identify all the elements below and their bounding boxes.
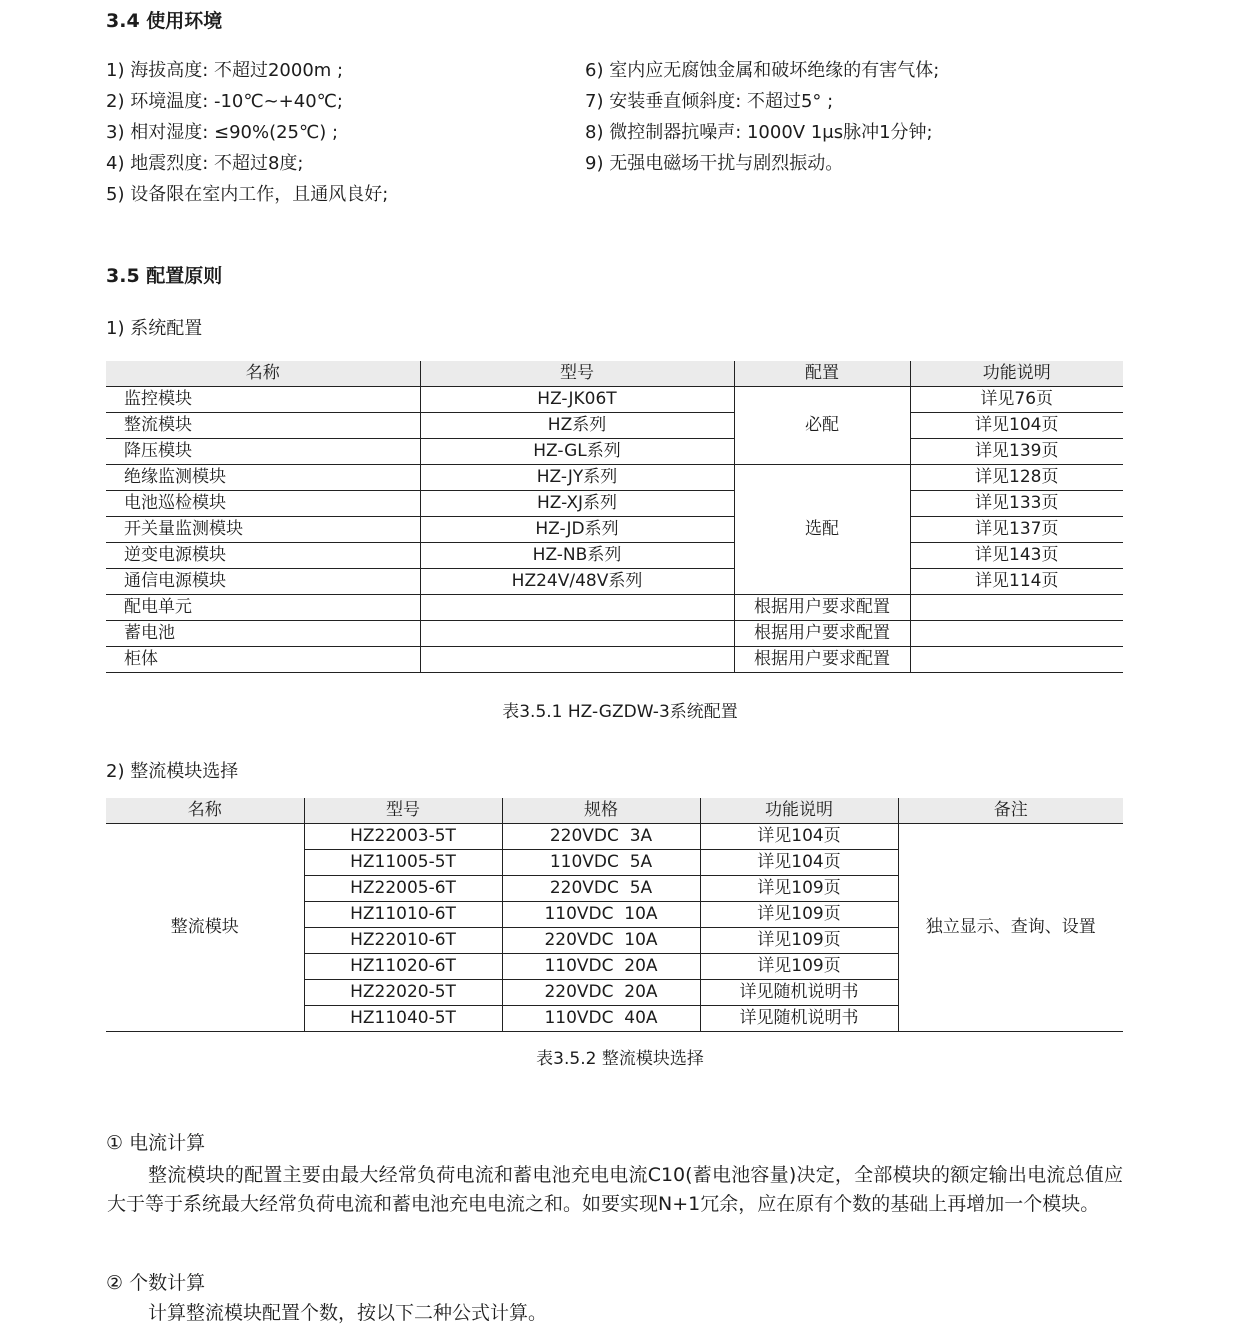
cell-func: 详见109页 — [700, 876, 898, 902]
cell-model — [420, 621, 734, 647]
cell-name: 电池巡检模块 — [106, 491, 420, 517]
cell-func: 详见137页 — [910, 517, 1123, 543]
cell-model — [420, 647, 734, 673]
env-item-5: 5) 设备限在室内工作，且通风良好; — [106, 184, 389, 205]
table-row — [106, 543, 1123, 569]
cell-model: HZ22003-5T — [304, 824, 502, 850]
system-config-table — [106, 361, 1123, 673]
table-row — [106, 621, 1123, 647]
table-caption-2: 表3.5.2 整流模块选择 — [536, 1049, 704, 1069]
cell-func: 详见104页 — [700, 850, 898, 876]
table-row — [106, 491, 1123, 517]
table-row — [106, 517, 1123, 543]
cell-func: 详见139页 — [910, 439, 1123, 465]
cell-spec: 220VDC 3A — [502, 824, 700, 850]
env-item-1: 1) 海拔高度: 不超过2000m ; — [106, 60, 344, 81]
cell-func: 详见随机说明书 — [700, 980, 898, 1006]
cell-spec: 110VDC 40A — [502, 1006, 700, 1032]
cell-model: HZ-JK06T — [420, 387, 734, 413]
cell-name: 整流模块 — [170, 917, 239, 937]
env-item-9: 9) 无强电磁场干扰与剧烈振动。 — [585, 153, 844, 174]
cell-func: 详见114页 — [910, 569, 1123, 595]
cell-name: 逆变电源模块 — [106, 543, 420, 569]
cell-func: 详见109页 — [700, 902, 898, 928]
cell-name: 蓄电池 — [106, 621, 420, 647]
column-header: 功能说明 — [700, 798, 898, 824]
cell-func: 详见109页 — [700, 954, 898, 980]
table-row — [106, 465, 1123, 491]
cell-func: 详见128页 — [910, 465, 1123, 491]
cell-func: 详见随机说明书 — [700, 1006, 898, 1032]
cell-func: 详见104页 — [910, 413, 1123, 439]
cell-model: HZ22010-6T — [304, 928, 502, 954]
env-item-7: 7) 安装垂直倾斜度: 不超过5° ; — [585, 91, 834, 112]
cell-model: HZ-JY系列 — [420, 465, 734, 491]
column-header: 功能说明 — [910, 361, 1123, 387]
cell-func: 详见104页 — [700, 824, 898, 850]
cell-model — [420, 595, 734, 621]
current-calc-title: ① 电流计算 — [106, 1132, 206, 1154]
table-row — [106, 387, 1123, 413]
cell-note: 独立显示、查询、设置 — [898, 824, 1123, 1032]
column-header: 型号 — [420, 361, 734, 387]
cell-func — [910, 647, 1123, 673]
cell-name: 绝缘监测模块 — [106, 465, 420, 491]
cell-config: 根据用户要求配置 — [734, 621, 910, 647]
cell-name: 开关量监测模块 — [106, 517, 420, 543]
cell-name: 通信电源模块 — [106, 569, 420, 595]
count-calc-title: ② 个数计算 — [106, 1272, 206, 1294]
column-header: 规格 — [502, 798, 700, 824]
env-item-3: 3) 相对湿度: ≤90%(25℃) ; — [106, 122, 339, 143]
cell-name: 监控模块 — [106, 387, 420, 413]
cell-config: 根据用户要求配置 — [734, 595, 910, 621]
cell-spec: 110VDC 10A — [502, 902, 700, 928]
cell-spec: 220VDC 5A — [502, 876, 700, 902]
column-header: 配置 — [734, 361, 910, 387]
cell-config-required: 必配 — [734, 387, 910, 465]
cell-spec: 110VDC 20A — [502, 954, 700, 980]
current-calc-paragraph: 整流模块的配置主要由最大经常负荷电流和蓄电池充电电流C10(蓄电池容量)决定，全部模块的额定输出电流总值应大于等于系统最大经常负荷电流和蓄电池充电电流之和。如要实现N+1冗余，应在原有个数的基础上再增加一个模块。 — [107, 1164, 1123, 1215]
cell-model: HZ-JD系列 — [420, 517, 734, 543]
cell-model: HZ22005-6T — [304, 876, 502, 902]
cell-config: 根据用户要求配置 — [734, 647, 910, 673]
table-row — [106, 439, 1123, 465]
cell-model: HZ11005-5T — [304, 850, 502, 876]
cell-spec: 220VDC 10A — [502, 928, 700, 954]
section-heading-3-4: 3.4 使用环境 — [106, 10, 223, 32]
cell-model: HZ22020-5T — [304, 980, 502, 1006]
cell-config-optional: 选配 — [734, 465, 910, 595]
cell-name: 配电单元 — [106, 595, 420, 621]
cell-func: 详见143页 — [910, 543, 1123, 569]
table-caption-1: 表3.5.1 HZ-GZDW-3系统配置 — [502, 702, 738, 722]
cell-spec: 220VDC 20A — [502, 980, 700, 1006]
subheading-rectifier-select: 2) 整流模块选择 — [106, 761, 239, 782]
env-item-4: 4) 地震烈度: 不超过8度; — [106, 153, 304, 174]
cell-model: HZ-XJ系列 — [420, 491, 734, 517]
cell-func: 详见76页 — [910, 387, 1123, 413]
cell-func — [910, 621, 1123, 647]
column-header: 名称 — [106, 361, 420, 387]
subheading-system-config: 1) 系统配置 — [106, 318, 203, 339]
cell-model: HZ-GL系列 — [420, 439, 734, 465]
section-heading-3-5: 3.5 配置原则 — [106, 265, 223, 287]
cell-name: 整流模块 — [106, 413, 420, 439]
cell-model: HZ24V/48V系列 — [420, 569, 734, 595]
env-item-2: 2) 环境温度: -10℃~+40℃; — [106, 91, 343, 112]
cell-func — [910, 595, 1123, 621]
table-row — [106, 413, 1123, 439]
cell-name: 柜体 — [106, 647, 420, 673]
cell-func: 详见133页 — [910, 491, 1123, 517]
env-item-6: 6) 室内应无腐蚀金属和破坏绝缘的有害气体; — [585, 60, 940, 81]
column-header: 名称 — [106, 798, 304, 824]
cell-func: 详见109页 — [700, 928, 898, 954]
cell-name: 降压模块 — [106, 439, 420, 465]
table-row — [106, 569, 1123, 595]
env-item-8: 8) 微控制器抗噪声: 1000V 1μs脉冲1分钟; — [585, 122, 933, 143]
table-row — [106, 647, 1123, 673]
table-row — [106, 824, 1123, 850]
cell-spec: 110VDC 5A — [502, 850, 700, 876]
cell-model: HZ-NB系列 — [420, 543, 734, 569]
cell-model: HZ系列 — [420, 413, 734, 439]
table-row — [106, 595, 1123, 621]
count-calc-paragraph: 计算整流模块配置个数，按以下二种公式计算。 — [148, 1302, 548, 1324]
column-header: 备注 — [898, 798, 1123, 824]
cell-model: HZ11010-6T — [304, 902, 502, 928]
cell-model: HZ11040-5T — [304, 1006, 502, 1032]
column-header: 型号 — [304, 798, 502, 824]
rectifier-select-table — [106, 798, 1123, 1032]
cell-model: HZ11020-6T — [304, 954, 502, 980]
